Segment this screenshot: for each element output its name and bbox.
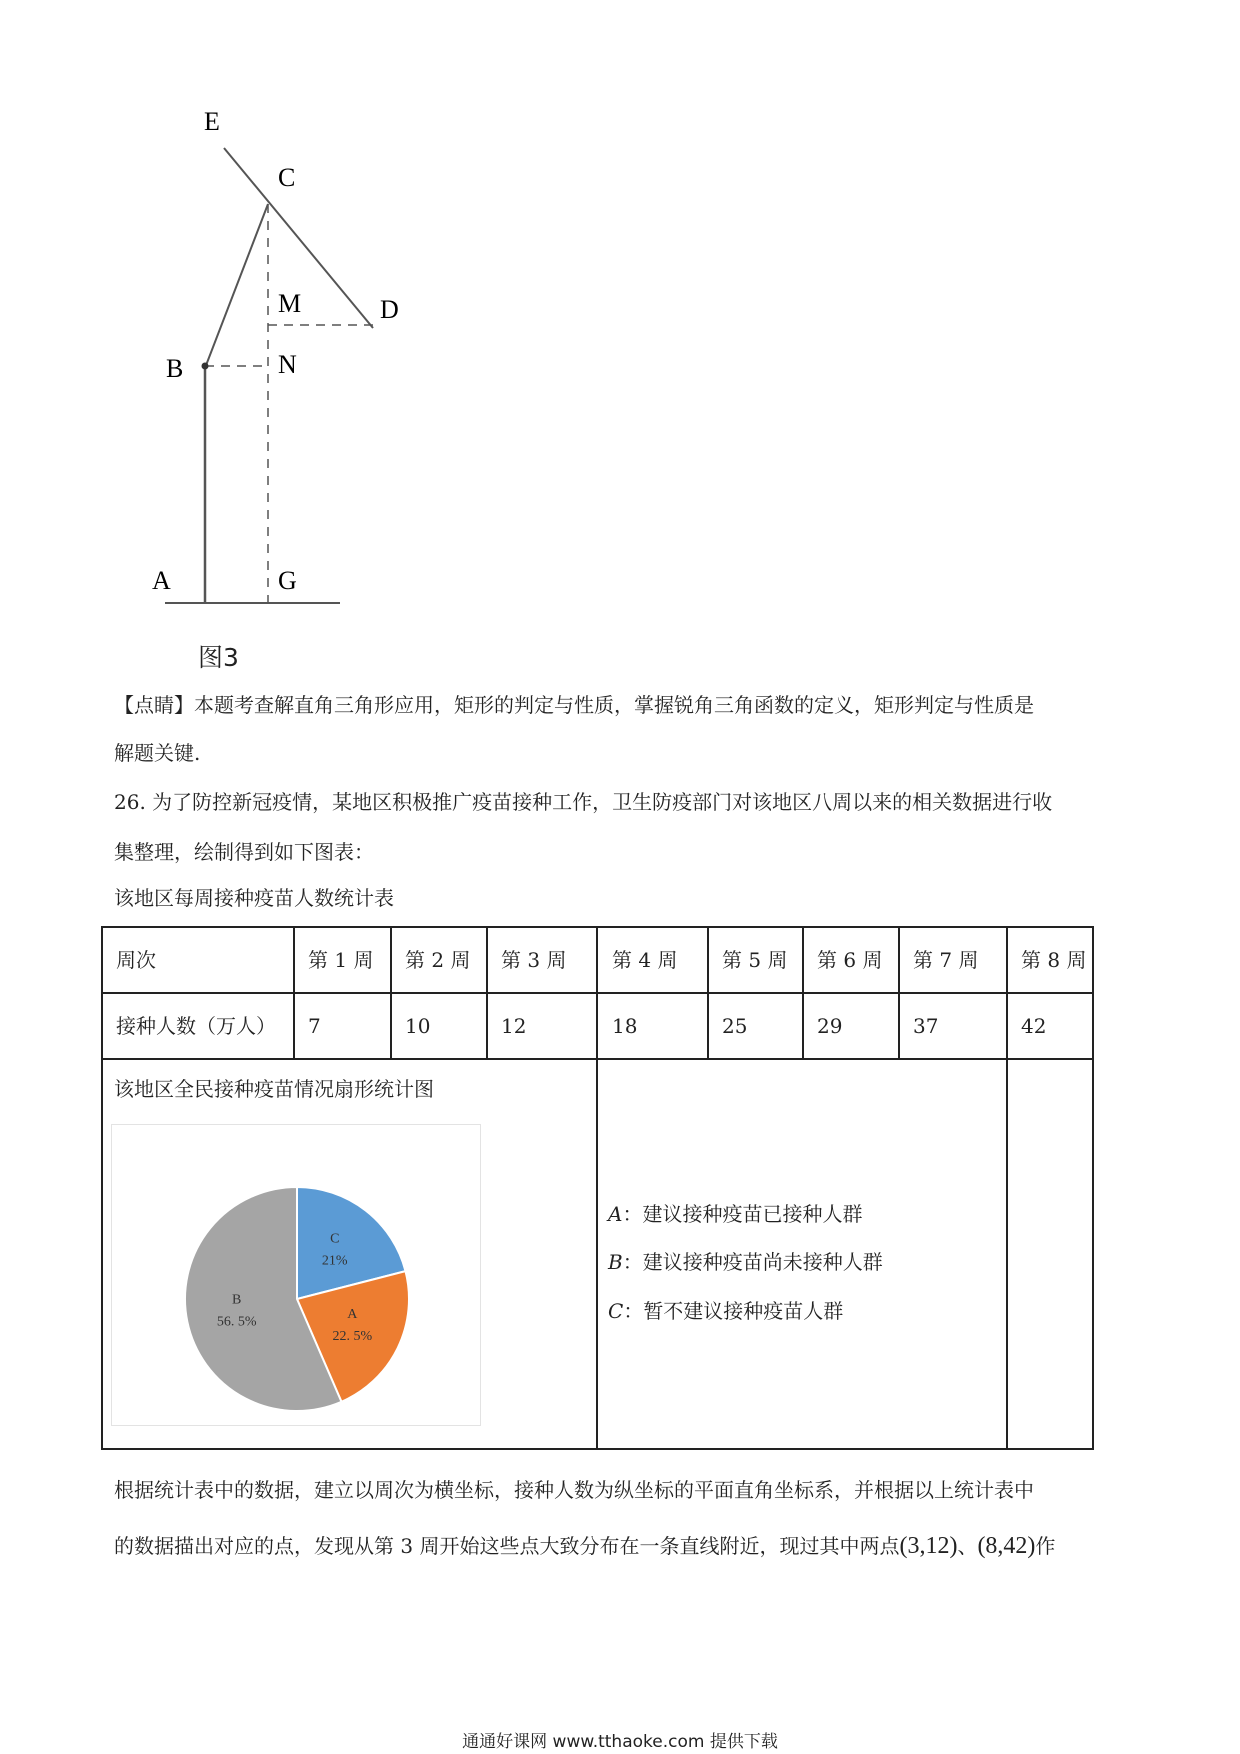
header-week: 周次 (116, 948, 156, 972)
table-vline-8 (1006, 928, 1008, 1450)
week-5: 第 5 周 (722, 948, 788, 972)
label-a: A (152, 566, 171, 595)
legend-item-a (608, 1199, 862, 1229)
count-2: 10 (405, 1014, 431, 1038)
legend-key-b: B (608, 1250, 623, 1274)
comment-line-2: 解题关键. (114, 741, 201, 765)
label-d: D (380, 295, 399, 324)
point-b-dot (202, 363, 209, 370)
figure-caption: 图3 (198, 643, 239, 672)
label-m: M (278, 289, 302, 318)
table-vline-2 (390, 928, 392, 1058)
table-vline-3 (486, 928, 488, 1058)
label-c: C (278, 163, 296, 192)
pie-percent-c: 21% (321, 1253, 348, 1269)
comment-line-1: 【点睛】本题考查解直角三角形应用，矩形的判定与性质，掌握锐角三角函数的定义，矩形判定与性质是 (114, 693, 1034, 717)
followup-line-2 (114, 1518, 1134, 1574)
table-vline-1 (293, 928, 295, 1058)
problem-line-1: 26. 为了防控新冠疫情，某地区积极推广疫苗接种工作，卫生防疫部门对该地区八周以来的相关数据进行收 (114, 790, 1053, 814)
count-5: 25 (722, 1014, 748, 1038)
problem-paragraph (114, 777, 1134, 877)
week-1: 第 1 周 (308, 948, 374, 972)
pie-label-a: A (347, 1307, 358, 1323)
table-vline-6 (802, 928, 804, 1058)
pie-chart-frame (111, 1124, 481, 1426)
table-hline-1 (103, 992, 1092, 994)
legend-item-b (608, 1247, 883, 1277)
legend-sep-c: ： (623, 1299, 644, 1323)
table-title: 该地区每周接种疫苗人数统计表 (114, 886, 394, 910)
table-hline-2 (103, 1058, 1092, 1060)
count-1: 7 (308, 1014, 321, 1038)
point-sep: 、 (957, 1534, 978, 1558)
legend-item-c (608, 1296, 843, 1326)
followup-line-2-end: 作 (1035, 1534, 1056, 1558)
point-1: (3,12) (899, 1533, 958, 1559)
figure-3-diagram (140, 100, 440, 620)
table-vline-4 (596, 928, 598, 1450)
legend-text-b: 建议接种疫苗尚未接种人群 (642, 1250, 883, 1274)
pie-percent-b: 56. 5% (216, 1314, 257, 1330)
legend-sep-b: ： (622, 1250, 643, 1274)
count-4: 18 (612, 1014, 638, 1038)
pie-label-b: B (232, 1292, 242, 1308)
legend-text-a: 建议接种疫苗已接种人群 (642, 1202, 863, 1226)
table-vline-5 (707, 928, 709, 1058)
problem-line-2: 集整理，绘制得到如下图表： (114, 840, 374, 864)
table-vline-7 (898, 928, 900, 1058)
count-7: 37 (913, 1014, 939, 1038)
page-footer: 通通好课网 www.tthaoke.com 提供下载 (462, 1732, 778, 1752)
point-2: (8,42) (977, 1533, 1036, 1559)
pie-percent-a: 22. 5% (332, 1329, 373, 1345)
comment-paragraph (114, 680, 1134, 778)
pie-chart (112, 1125, 480, 1425)
week-8: 第 8 周 (1021, 948, 1087, 972)
legend-sep-a: ： (622, 1202, 643, 1226)
week-3: 第 3 周 (501, 948, 567, 972)
pie-chart-title: 该地区全民接种疫苗情况扇形统计图 (114, 1077, 434, 1101)
pie-label-c: C (330, 1231, 340, 1247)
count-3: 12 (501, 1014, 527, 1038)
label-g: G (278, 566, 297, 595)
followup-paragraph (114, 1462, 1134, 1574)
header-count: 接种人数（万人） (116, 1014, 276, 1038)
label-n: N (278, 350, 297, 379)
label-e: E (204, 107, 220, 136)
followup-line-2-text: 的数据描出对应的点，发现从第 3 周开始这些点大致分布在一条直线附近，现过其中两点 (114, 1534, 900, 1558)
count-6: 29 (817, 1014, 843, 1038)
week-7: 第 7 周 (913, 948, 979, 972)
label-b: B (166, 354, 184, 383)
week-2: 第 2 周 (405, 948, 471, 972)
segment-bc (205, 204, 268, 368)
count-8: 42 (1021, 1014, 1047, 1038)
legend-key-a: A (608, 1202, 623, 1226)
legend-key-c: C (608, 1299, 624, 1323)
week-6: 第 6 周 (817, 948, 883, 972)
followup-line-1: 根据统计表中的数据，建立以周次为横坐标，接种人数为纵坐标的平面直角坐标系，并根据以上统计表中 (114, 1478, 1034, 1502)
legend-text-c: 暂不建议接种疫苗人群 (643, 1299, 844, 1323)
week-4: 第 4 周 (612, 948, 678, 972)
